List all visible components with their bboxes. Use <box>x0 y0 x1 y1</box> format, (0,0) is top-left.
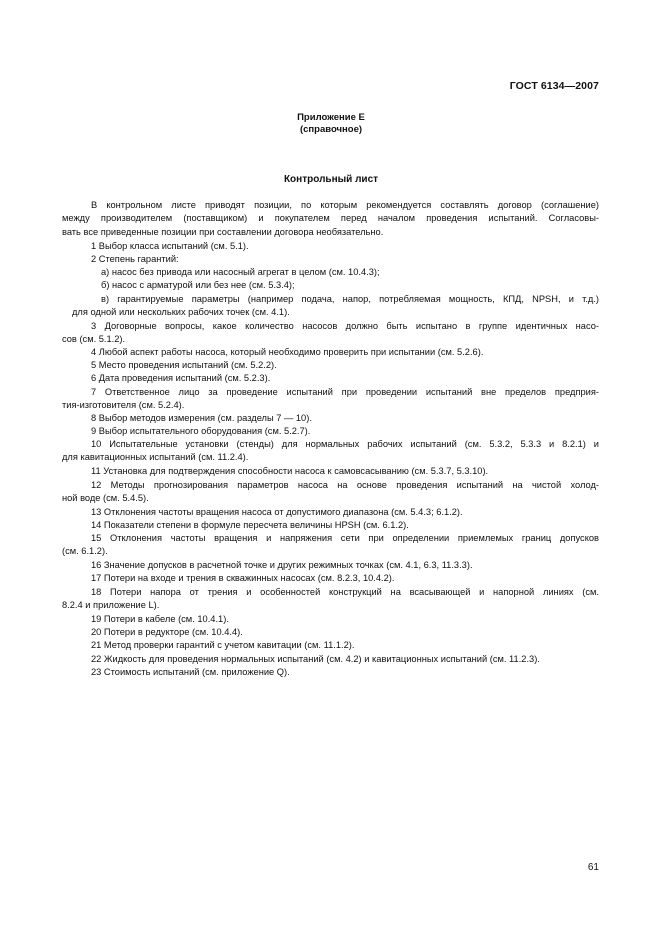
list-item: 18 Потери напора от трения и особенностей конструкций на всасывающей и напорной линиях (см. <box>91 587 599 597</box>
list-item: 2 Степень гарантий: <box>91 254 179 264</box>
list-item: 15 Отклонения частоты вращения и напряжения сети при определении приемлемых границ допусков <box>91 533 599 543</box>
intro-line: вать все приведенные позиции при составлении договора необязательно. <box>62 227 384 237</box>
list-item: 9 Выбор испытательного оборудования (см. 5.2.7). <box>91 426 311 436</box>
list-item: 10 Испытательные установки (стенды) для нормальных рабочих испытаний (см. 5.3.2, 5.3.3 и 8.2.1) и <box>91 439 599 449</box>
list-item: 8 Выбор методов измерения (см. разделы 7 — 10). <box>91 413 312 423</box>
list-subitem: в) гарантируемые параметры (например подача, напор, потребляемая мощность, КПД, NPSH, и т.д.) <box>101 294 599 304</box>
list-item: 19 Потери в кабеле (см. 10.4.1). <box>91 614 229 624</box>
list-item: для кавитационных испытаний (см. 11.2.4). <box>62 452 249 462</box>
appendix-heading <box>0 112 662 136</box>
intro-line: между производителем (поставщиком) и покупателем перед началом проведения испытаний. Согласовы- <box>62 213 599 223</box>
page-number: 61 <box>587 862 599 873</box>
appendix-title: Приложение Е <box>297 112 365 123</box>
intro-line: В контрольном листе приводят позиции, по которым рекомендуется составлять договор (соглашение) <box>91 200 599 210</box>
standard-code: ГОСТ 6134—2007 <box>509 80 599 92</box>
list-item: 7 Ответственное лицо за проведение испытаний при проведении испытаний вне пределов предприя- <box>91 387 599 397</box>
list-subitem: для одной или нескольких рабочих точек (см. 4.1). <box>72 307 290 317</box>
list-item: (см. 6.1.2). <box>62 546 108 556</box>
appendix-subtitle: (справочное) <box>299 124 363 135</box>
list-item: 23 Стоимость испытаний (см. приложение Q). <box>91 667 290 677</box>
list-item: 22 Жидкость для проведения нормальных испытаний (см. 4.2) и кавитационных испытаний (см. 11.2.3). <box>91 654 540 664</box>
list-item: 21 Метод проверки гарантий с учетом кавитации (см. 11.1.2). <box>91 640 355 650</box>
section-title: Контрольный лист <box>283 174 379 185</box>
list-item: 12 Методы прогнозирования параметров насоса на основе проведения испытаний на чистой холод- <box>91 480 599 490</box>
list-item: 1 Выбор класса испытаний (см. 5.1). <box>91 241 249 251</box>
list-item: 20 Потери в редукторе (см. 10.4.4). <box>91 627 243 637</box>
list-item: 5 Место проведения испытаний (см. 5.2.2). <box>91 360 277 370</box>
list-item: сов (см. 5.1.2). <box>62 334 126 344</box>
list-item: 3 Договорные вопросы, какое количество насосов должно быть испытано в группе идентичных насо- <box>91 321 599 331</box>
list-item: 8.2.4 и приложение L). <box>62 600 160 610</box>
list-item: 13 Отклонения частоты вращения насоса от допустимого диапазона (см. 5.4.3; 6.1.2). <box>91 507 463 517</box>
list-item: 14 Показатели степени в формуле пересчета величины HPSH (см. 6.1.2). <box>91 520 409 530</box>
list-item: 4 Любой аспект работы насоса, который необходимо проверить при испытании (см. 5.2.6). <box>91 347 484 357</box>
list-subitem: а) насос без привода или насосный агрегат в целом (см. 10.4.3); <box>101 267 380 277</box>
list-subitem: б) насос с арматурой или без нее (см. 5.3.4); <box>101 280 295 290</box>
list-item: 16 Значение допусков в расчетной точке и других режимных точках (см. 4.1, 6.3, 11.3.3). <box>91 560 473 570</box>
list-item: 6 Дата проведения испытаний (см. 5.2.3). <box>91 373 271 383</box>
list-item: 17 Потери на входе и трения в скважинных насосах (см. 8.2.3, 10.4.2). <box>91 573 395 583</box>
list-item: 11 Установка для подтверждения способности насоса к самовсасыванию (см. 5.3.7, 5.3.10). <box>91 466 489 476</box>
list-item: тия-изготовителя (см. 5.2.4). <box>62 400 185 410</box>
list-item: ной воде (см. 5.4.5). <box>62 493 149 503</box>
